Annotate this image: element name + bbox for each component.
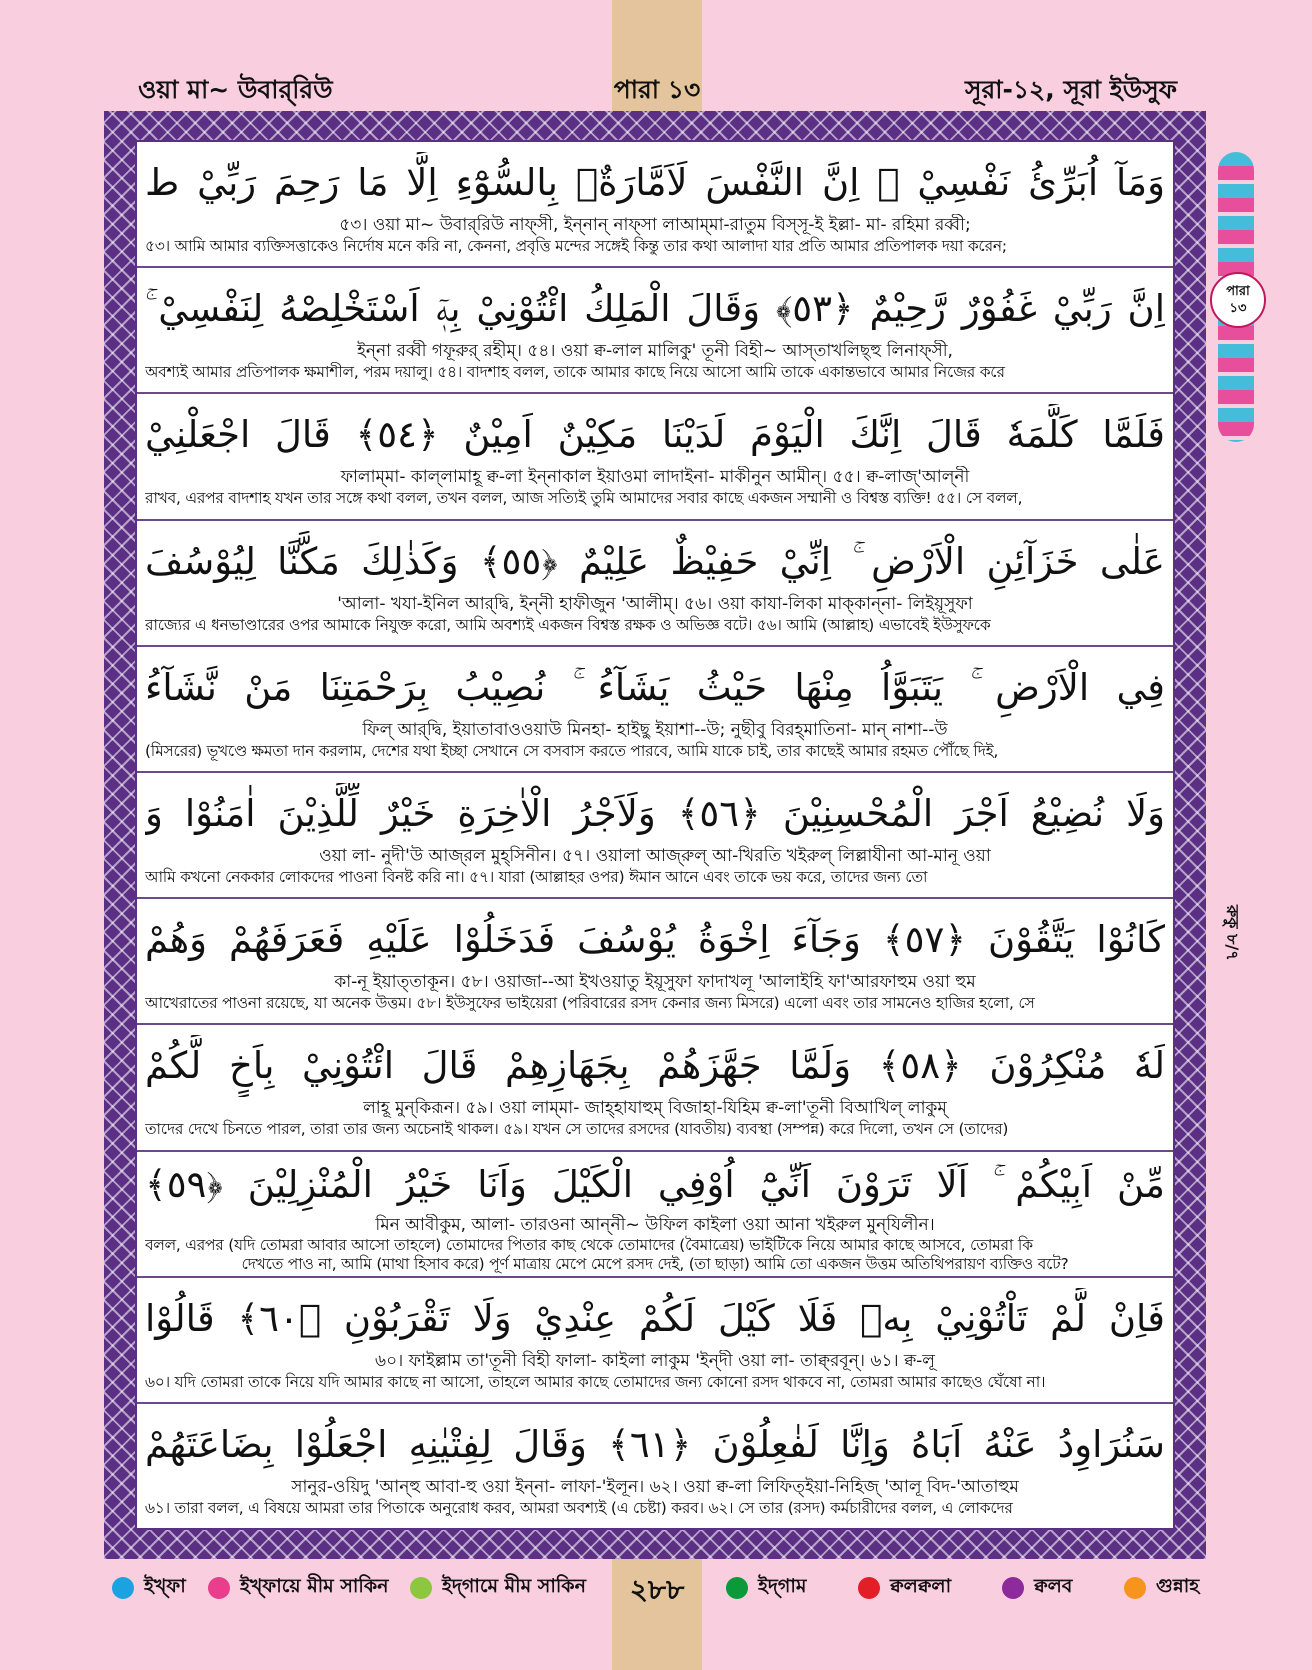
legend-label: ইদ্‌গাম — [758, 1575, 807, 1597]
legend-label: গুন্নাহ — [1156, 1575, 1200, 1597]
arabic-line: فِي الْاَرْضِ ۚ يَتَبَوَّاُ مِنْهَا حَيْثُ يَشَآءُ ۚ نُصِيْبُ بِرَحْمَتِنَا مَنْ نَّشَآءُ — [145, 665, 1165, 709]
transliteration-line: কা-নূ ইয়াত্‌তাকূন। ৫৮। ওয়াজা--আ ইখওয়াতু ইয়ূসুফা ফাদাখলূ 'আলাইহি ফা'আরফাহুম ওয়া হুম — [334, 972, 976, 993]
transliteration-line: সানুর-ওয়িদু 'আন্‌হু আবা-হু ওয়া ইন্‌না- লাফা-'ইলূন। ৬২। ওয়া ক্ব-লা লিফিত্‌ইয়া-নিহিজ্‌ 'আলূ বিদ-'আতাহুম — [291, 1476, 1019, 1497]
legend-label: ইদ্‌গামে মীম সাকিন — [442, 1575, 586, 1597]
legend-item — [726, 1572, 806, 1604]
verse-block — [137, 142, 1173, 268]
legend-dot-icon — [858, 1577, 880, 1599]
verse-block — [137, 647, 1173, 773]
legend-label: ক্বলক্বলা — [890, 1575, 952, 1597]
legend-label: ইখ্‌ফা — [144, 1575, 186, 1597]
arabic-line: مِّنْ اَبِيْكُمْ ۚ اَلَا تَرَوْنَ اَنِّيْٓ اُوْفِي الْكَيْلَ وَاَنَا خَيْرُ الْمُنْزِلِيْنَ ﴿٥٩﴾ — [145, 1162, 1165, 1206]
arabic-line: فَاِنْ لَّمْ تَاْتُوْنِيْ بِهٖ فَلَا كَيْلَ لَكُمْ عِنْدِيْ وَلَا تَقْرَبُوْنِ ﴿٦٠﴾ قَالُوْا — [145, 1296, 1165, 1340]
arabic-line: لَهٗ مُنْكِرُوْنَ ﴿٥٨﴾ وَلَمَّا جَهَّزَهُمْ بِجَهَازِهِمْ قَالَ ائْتُوْنِيْ بِاَخٍ لَّكُمْ — [145, 1044, 1165, 1088]
verse-block — [137, 899, 1173, 1025]
transliteration-line: মিন আবীকুম, আলা- তারওনা আন্‌নী~ উফিল কাইলা ওয়া আনা খইরুল মুন্‌যিলীন। — [375, 1214, 935, 1235]
legend-item — [112, 1572, 186, 1604]
verse-block — [137, 773, 1173, 899]
para-badge — [1210, 272, 1266, 328]
legend-item — [1124, 1572, 1199, 1604]
transliteration-line: ওয়া লা- নুদী'উ আজ্‌রল মুহ্‌সিনীন। ৫৭। ওয়ালা আজ্‌রুল্‌ আ-খিরতি খইরুল্‌ লিল্লাযীনা আ-মানূ ওয়া — [319, 846, 991, 867]
transliteration-line: লাহূ মুন্‌কিরূন। ৫৯। ওয়া লাম্‌মা- জাহ্‌হাযাহুম্‌ বিজাহা-যিহিম ক্ব-লা'তূনী বিআখিল্‌ লাকুম্‌ — [363, 1098, 947, 1119]
verse-block — [137, 394, 1173, 520]
page-number: ২৮৮ — [629, 1573, 685, 1606]
translation-line: রাখব, এরপর বাদশাহ যখন তার সঙ্গে কথা বলল, তখন বলল, আজ সত্যিই তুমি আমাদের সবার কাছে একজন সম্মানী ও বিশ্বস্ত ব্যক্তি! ৫৫। সে বলল, — [145, 489, 1023, 508]
verse-block — [137, 1404, 1173, 1528]
translation-line: (মিসরের) ভূখণ্ডে ক্ষমতা দান করলাম, দেশের যথা ইচ্ছা সেখানে সে বসবাস করতে পারবে, আমি যাকে চাই, তার কাছেই আমার রহমত পৌঁছে দিই, — [145, 741, 999, 760]
transliteration-line: ফিল্‌ আর্‌দ্বি, ইয়াতাবাওওয়াউ মিনহা- হাইছু ইয়াশা--উ; নুছীবু বিরহ্‌মাতিনা- মান্‌ নাশা--উ — [362, 719, 948, 740]
arabic-line: وَلَا نُضِيْعُ اَجْرَ الْمُحْسِنِيْنَ ﴿٥٦﴾ وَلَاَجْرُ الْاٰخِرَةِ خَيْرٌ لِّلَّذِيْنَ اٰمَنُوْا وَ — [145, 792, 1165, 836]
legend-item — [208, 1572, 388, 1604]
arabic-line: فَلَمَّا كَلَّمَهٗ قَالَ اِنَّكَ الْيَوْمَ لَدَيْنَا مَكِيْنٌ اَمِيْنٌ ﴿٥٤﴾ قَالَ اجْعَلْنِيْ — [145, 413, 1165, 457]
transliteration-line: ৫৩। ওয়া মা~ উবার্‌রিউ নাফ্‌সী, ইন্‌নান্‌ নাফ্‌সা লাআম্‌মা-রাতুম বিস্‌সূ-ই ইল্লা- মা- রহিমা রব্বী; — [339, 215, 971, 236]
verse-block — [137, 1152, 1173, 1278]
arabic-line: عَلٰى خَزَآئِنِ الْاَرْضِ ۚ اِنِّيْ حَفِيْظٌ عَلِيْمٌ ﴿٥٥﴾ وَكَذٰلِكَ مَكَّنَّا لِيُوْسُفَ — [145, 539, 1165, 583]
transliteration-line: ৬০। ফাইল্লাম তা'তূনী বিহী ফালা- কাইলা লাকুম 'ইন্‌দী ওয়া লা- তাক্ব্‌রবূন্‌। ৬১। ক্ব-লূ — [375, 1350, 935, 1371]
translation-line: তাদের দেখে চিনতে পারল, তারা তার জন্য অচেনাই থাকল। ৫৯। যখন সে তাদের রসদের (যাবতীয়) ব্যবস্থা (সম্পন্ন) করে দিলো, তখন সে (তাদের) — [145, 1120, 1009, 1139]
legend-dot-icon — [112, 1577, 134, 1599]
para-badge-number: ১৩ — [1229, 301, 1247, 316]
translation-line: রাজ্যের এ ধনভাণ্ডারের ওপর আমাকে নিযুক্ত করো, আমি অবশ্যই একজন বিশ্বস্ত রক্ষক ও অভিজ্ঞ বটে। ৫৬। আমি (আল্লাহ) এভাবেই ইউসুফকে — [145, 615, 991, 634]
legend-dot-icon — [208, 1577, 230, 1599]
arabic-line: اِنَّ رَبِّيْ غَفُوْرٌ رَّحِيْمٌ ﴿٥٣﴾ وَقَالَ الْمَلِكُ ائْتُوْنِيْ بِهٖٓ اَسْتَخْلِصْهُ لِنَفْسِيْ ۚ — [145, 287, 1165, 331]
arabic-line: سَنُرَاوِدُ عَنْهُ اَبَاهُ وَاِنَّا لَفٰعِلُوْنَ ﴿٦١﴾ وَقَالَ لِفِتْيٰنِهِ اجْعَلُوْا بِضَاعَتَهُمْ — [145, 1422, 1165, 1466]
translation-line: ৫৩। আমি আমার ব্যক্তিসত্তাকেও নির্দোষ মনে করি না, কেননা, প্রবৃত্তি মন্দের সঙ্গেই কিন্তু তার কথা আলাদা যার প্রতি আমার প্রতিপালক দয়া করেন; — [145, 237, 1007, 256]
header-left-title: ওয়া মা~ উবার্‌রিউ — [138, 75, 333, 104]
translation-line: বলল, এরপর (যদি তোমরা আবার আসো তাহলে) তোমাদের পিতার কাছ থেকে তোমাদের (বৈমাত্রেয়) ভাইটিকে নিয়ে আমার কাছে আসবে, তোমরা কি — [145, 1235, 1033, 1254]
para-badge-label: পারা — [1226, 284, 1250, 299]
translation-line: আখেরাতের পাওনা রয়েছে, যা অনেক উত্তম। ৫৮। ইউসুফের ভাইয়েরা (পরিবারের রসদ কেনার জন্য মিসরে) এলো এবং তার সামনেও হাজির হলো, সে — [145, 994, 1035, 1013]
translation-line: আমি কখনো নেককার লোকদের পাওনা বিনষ্ট করি না। ৫৭। যারা (আল্লাহর ওপর) ঈমান আনে এবং তাকে ভয় করে, তাদের জন্য তো — [145, 868, 928, 887]
verse-block — [137, 1025, 1173, 1151]
translation-line-2: দেখতে পাও না, আমি (মাথা হিসাব করে) পূর্ণ মাত্রায় মেপে মেপে রসদ দেই, (তা ছাড়া) আমি তো একজন উত্তম অতিথিপরায়ণ ব্যক্তিও বটে? — [241, 1255, 1069, 1274]
verses-panel — [135, 140, 1175, 1530]
transliteration-line: ইন্‌না রব্বী গফূরুর্‌ রহীম্‌। ৫৪। ওয়া ক্ব-লাল মালিকু' তূনী বিহী~ আস্‌তাখলিছ্‌হু লিনাফ্‌সী, — [357, 341, 953, 362]
legend-item — [1002, 1572, 1072, 1604]
ruku-marker: রুকু ৮/৭ — [1223, 905, 1242, 961]
translation-line: ৬১। তারা বলল, এ বিষয়ে আমরা তার পিতাকে অনুরোধ করব, আমরা অবশ্যই (এ চেষ্টা) করব। ৬২। সে তার (রসদ) কর্মচারীদের বলল, এ লোকদের — [145, 1498, 1013, 1517]
transliteration-line: 'আলা- খযা-ইনিল আর্‌দ্বি, ইন্‌নী হাফীজুন 'আলীম্‌। ৫৬। ওয়া কাযা-লিকা মাক্‌কান্‌না- লিইয়ূসুফা — [337, 593, 973, 614]
legend-label: ইখ্‌ফায়ে মীম সাকিন — [240, 1575, 389, 1597]
verse-block — [137, 268, 1173, 394]
verse-block — [137, 521, 1173, 647]
legend-dot-icon — [726, 1577, 748, 1599]
header-surah-title: সূরা-১২, সূরা ইউসুফ — [964, 75, 1177, 104]
transliteration-line: ফালাম্‌মা- কাল্‌লামাহূ ক্ব-লা ইন্‌নাকাল ইয়াওমা লাদাইনা- মাকীনুন আমীন্‌। ৫৫। ক্ব-লাজ্‌'আল্‌নী — [340, 467, 970, 488]
legend-item — [410, 1572, 586, 1604]
legend-item — [858, 1572, 951, 1604]
arabic-line: كَانُوْا يَتَّقُوْنَ ﴿٥٧﴾ وَجَآءَ اِخْوَةُ يُوْسُفَ فَدَخَلُوْا عَلَيْهِ فَعَرَفَهُمْ وَهُمْ — [145, 918, 1165, 962]
header-para-number: পারা ১৩ — [613, 75, 701, 104]
legend-dot-icon — [1124, 1577, 1146, 1599]
translation-line: অবশ্যই আমার প্রতিপালক ক্ষমাশীল, পরম দয়ালু। ৫৪। বাদশাহ বলল, তাকে আমার কাছে নিয়ে আসো আমি তাকে একান্তভাবে আমার নিজের করে — [145, 363, 1005, 382]
legend-dot-icon — [1002, 1577, 1024, 1599]
legend-label: ক্বলব — [1034, 1575, 1073, 1597]
arabic-line: وَمَآ اُبَرِّئُ نَفْسِيْ ۚ اِنَّ النَّفْسَ لَاَمَّارَةٌۢ بِالسُّوْٓءِ اِلَّا مَا رَحِمَ رَبِّيْ ط — [145, 161, 1165, 205]
legend-dot-icon — [410, 1577, 432, 1599]
translation-line: ৬০। যদি তোমরা তাকে নিয়ে যদি আমার কাছে না আসো, তাহলে আমার কাছে তোমাদের জন্য কোনো রসদ থাকবে না, তোমরা আমার কাছেও ঘেঁষো না। — [145, 1372, 1046, 1391]
verse-block — [137, 1278, 1173, 1404]
